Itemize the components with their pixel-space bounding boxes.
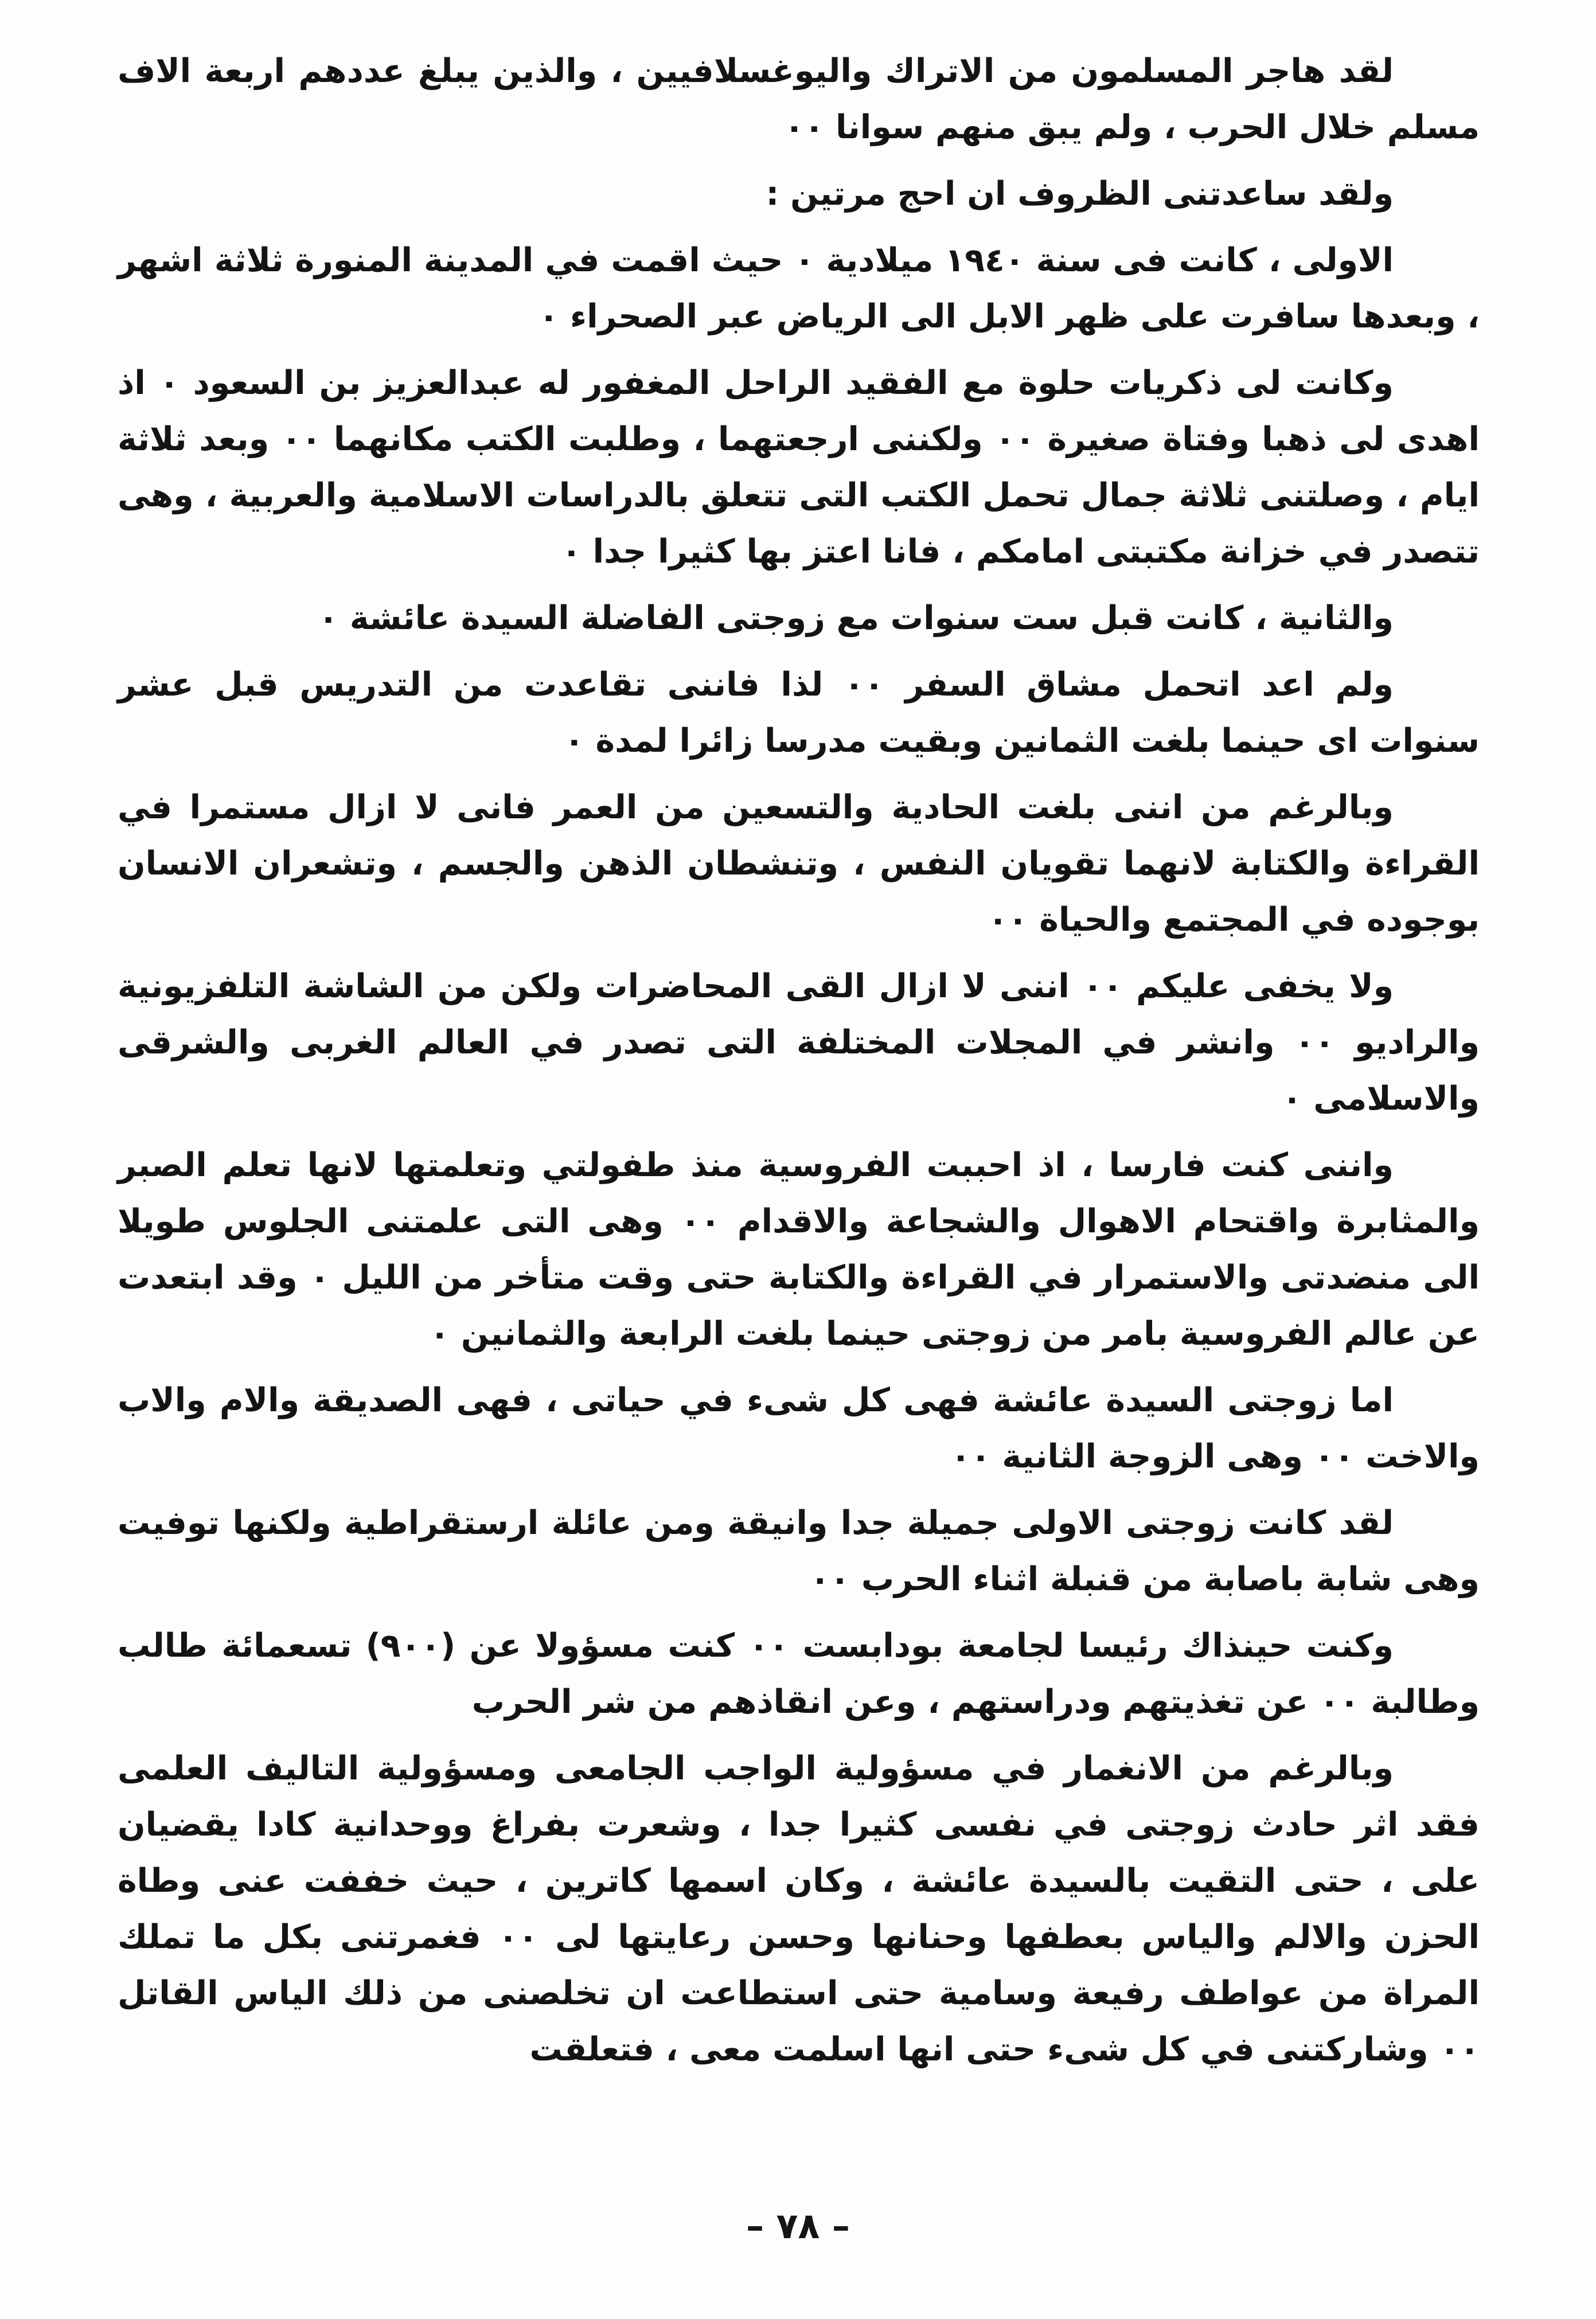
paragraph: لقد هاجر المسلمون من الاتراك واليوغسلافيين ، والذين يبلغ عددهم اربعة الاف مسلم خلال الحرب ، ولم يبق منهم سوانا ٠٠ [118,52,1480,146]
paragraph: ولقد ساعدتنى الظروف ان احج مرتين : [766,175,1394,213]
paragraph: وبالرغم من الانغمار في مسؤولية الواجب الجامعى ومسؤولية التاليف العلمى فقد اثر حادث زوجتى في نفسى كثيرا جدا ، وشعرت بفراغ ووحدانية كادا يقضيان على ، حتى التقيت بالسيدة عائشة ، وكان اسمها كاترين ، حيث خففت عنى وطاة الحزن والالم والياس بعطفها وحنانها وحسن رعايتها لى ٠٠ فغمرتنى بكل ما تملك المراة من عواطف رفيعة وسامية حتى استطاعت ان تخلصنى من ذلك الياس القاتل ٠٠ وشاركتنى في كل شىء حتى انها اسلمت معى ، فتعلقت [118,1750,1480,2068]
body-text [118,43,1480,2088]
page-number: – ٧٨ – [746,2205,850,2247]
paragraph: والثانية ، كانت قبل ست سنوات مع زوجتى الفاضلة السيدة عائشة ٠ [318,599,1394,637]
paragraph: ولم اعد اتحمل مشاق السفر ٠٠ لذا فاننى تقاعدت من التدريس قبل عشر سنوات اى حينما بلغت الثمانين وبقيت مدرسا زائرا لمدة ٠ [118,666,1480,760]
paragraph: ولا يخفى عليكم ٠٠ اننى لا ازال القى المحاضرات ولكن من الشاشة التلفزيونية والراديو ٠٠ وانشر في المجلات المختلفة التى تصدر في العالم الغربى والشرقى والاسلامى ٠ [118,967,1480,1118]
paragraph: واننى كنت فارسا ، اذ احببت الفروسية منذ طفولتي وتعلمتها لانها تعلم الصبر والمثابرة واقتحام الاهوال والشجاعة والاقدام ٠٠ وهى التى علمتنى الجلوس طويلا الى منضدتى والاستمرار في القراءة والكتابة حتى وقت متأخر من الليل ٠ وقد ابتعدت عن عالم الفروسية بامر من زوجتى حينما بلغت الرابعة والثمانين ٠ [118,1146,1480,1353]
paragraph: وكنت حينذاك رئيسا لجامعة بودابست ٠٠ كنت مسؤولا عن (٩٠٠) تسعمائة طالب وطالبة ٠٠ عن تغذيتهم ودراستهم ، وعن انقاذهم من شر الحرب [118,1627,1480,1721]
paragraph: اما زوجتى السيدة عائشة فهى كل شىء في حياتى ، فهى الصديقة والام والاب والاخت ٠٠ وهى الزوجة الثانية ٠٠ [118,1381,1480,1475]
paragraph: لقد كانت زوجتى الاولى جميلة جدا وانيقة ومن عائلة ارستقراطية ولكنها توفيت وهى شابة باصابة من قنبلة اثناء الحرب ٠٠ [118,1504,1480,1598]
paragraph: الاولى ، كانت فى سنة ١٩٤٠ ميلادية ٠ حيث اقمت في المدينة المنورة ثلاثة اشهر ، وبعدها سافرت على ظهر الابل الى الرياض عبر الصحراء ٠ [118,241,1480,335]
paragraph: وبالرغم من اننى بلغت الحادية والتسعين من العمر فانى لا ازال مستمرا في القراءة والكتابة لانهما تقويان النفس ، وتنشطان الذهن والجسم ، وتشعران الانسان بوجوده في المجتمع والحياة ٠٠ [118,788,1480,939]
paragraph: وكانت لى ذكريات حلوة مع الفقيد الراحل المغفور له عبدالعزيز بن السعود ٠ اذ اهدى لى ذهبا وفتاة صغيرة ٠٠ ولكننى ارجعتهما ، وطلبت الكتب مكانهما ٠٠ وبعد ثلاثة ايام ، وصلتنى ثلاثة جمال تحمل الكتب التى تتعلق بالدراسات الاسلامية والعربية ، وهى تتصدر في خزانة مكتبتى امامكم ، فانا اعتز بها كثيرا جدا ٠ [118,364,1480,571]
